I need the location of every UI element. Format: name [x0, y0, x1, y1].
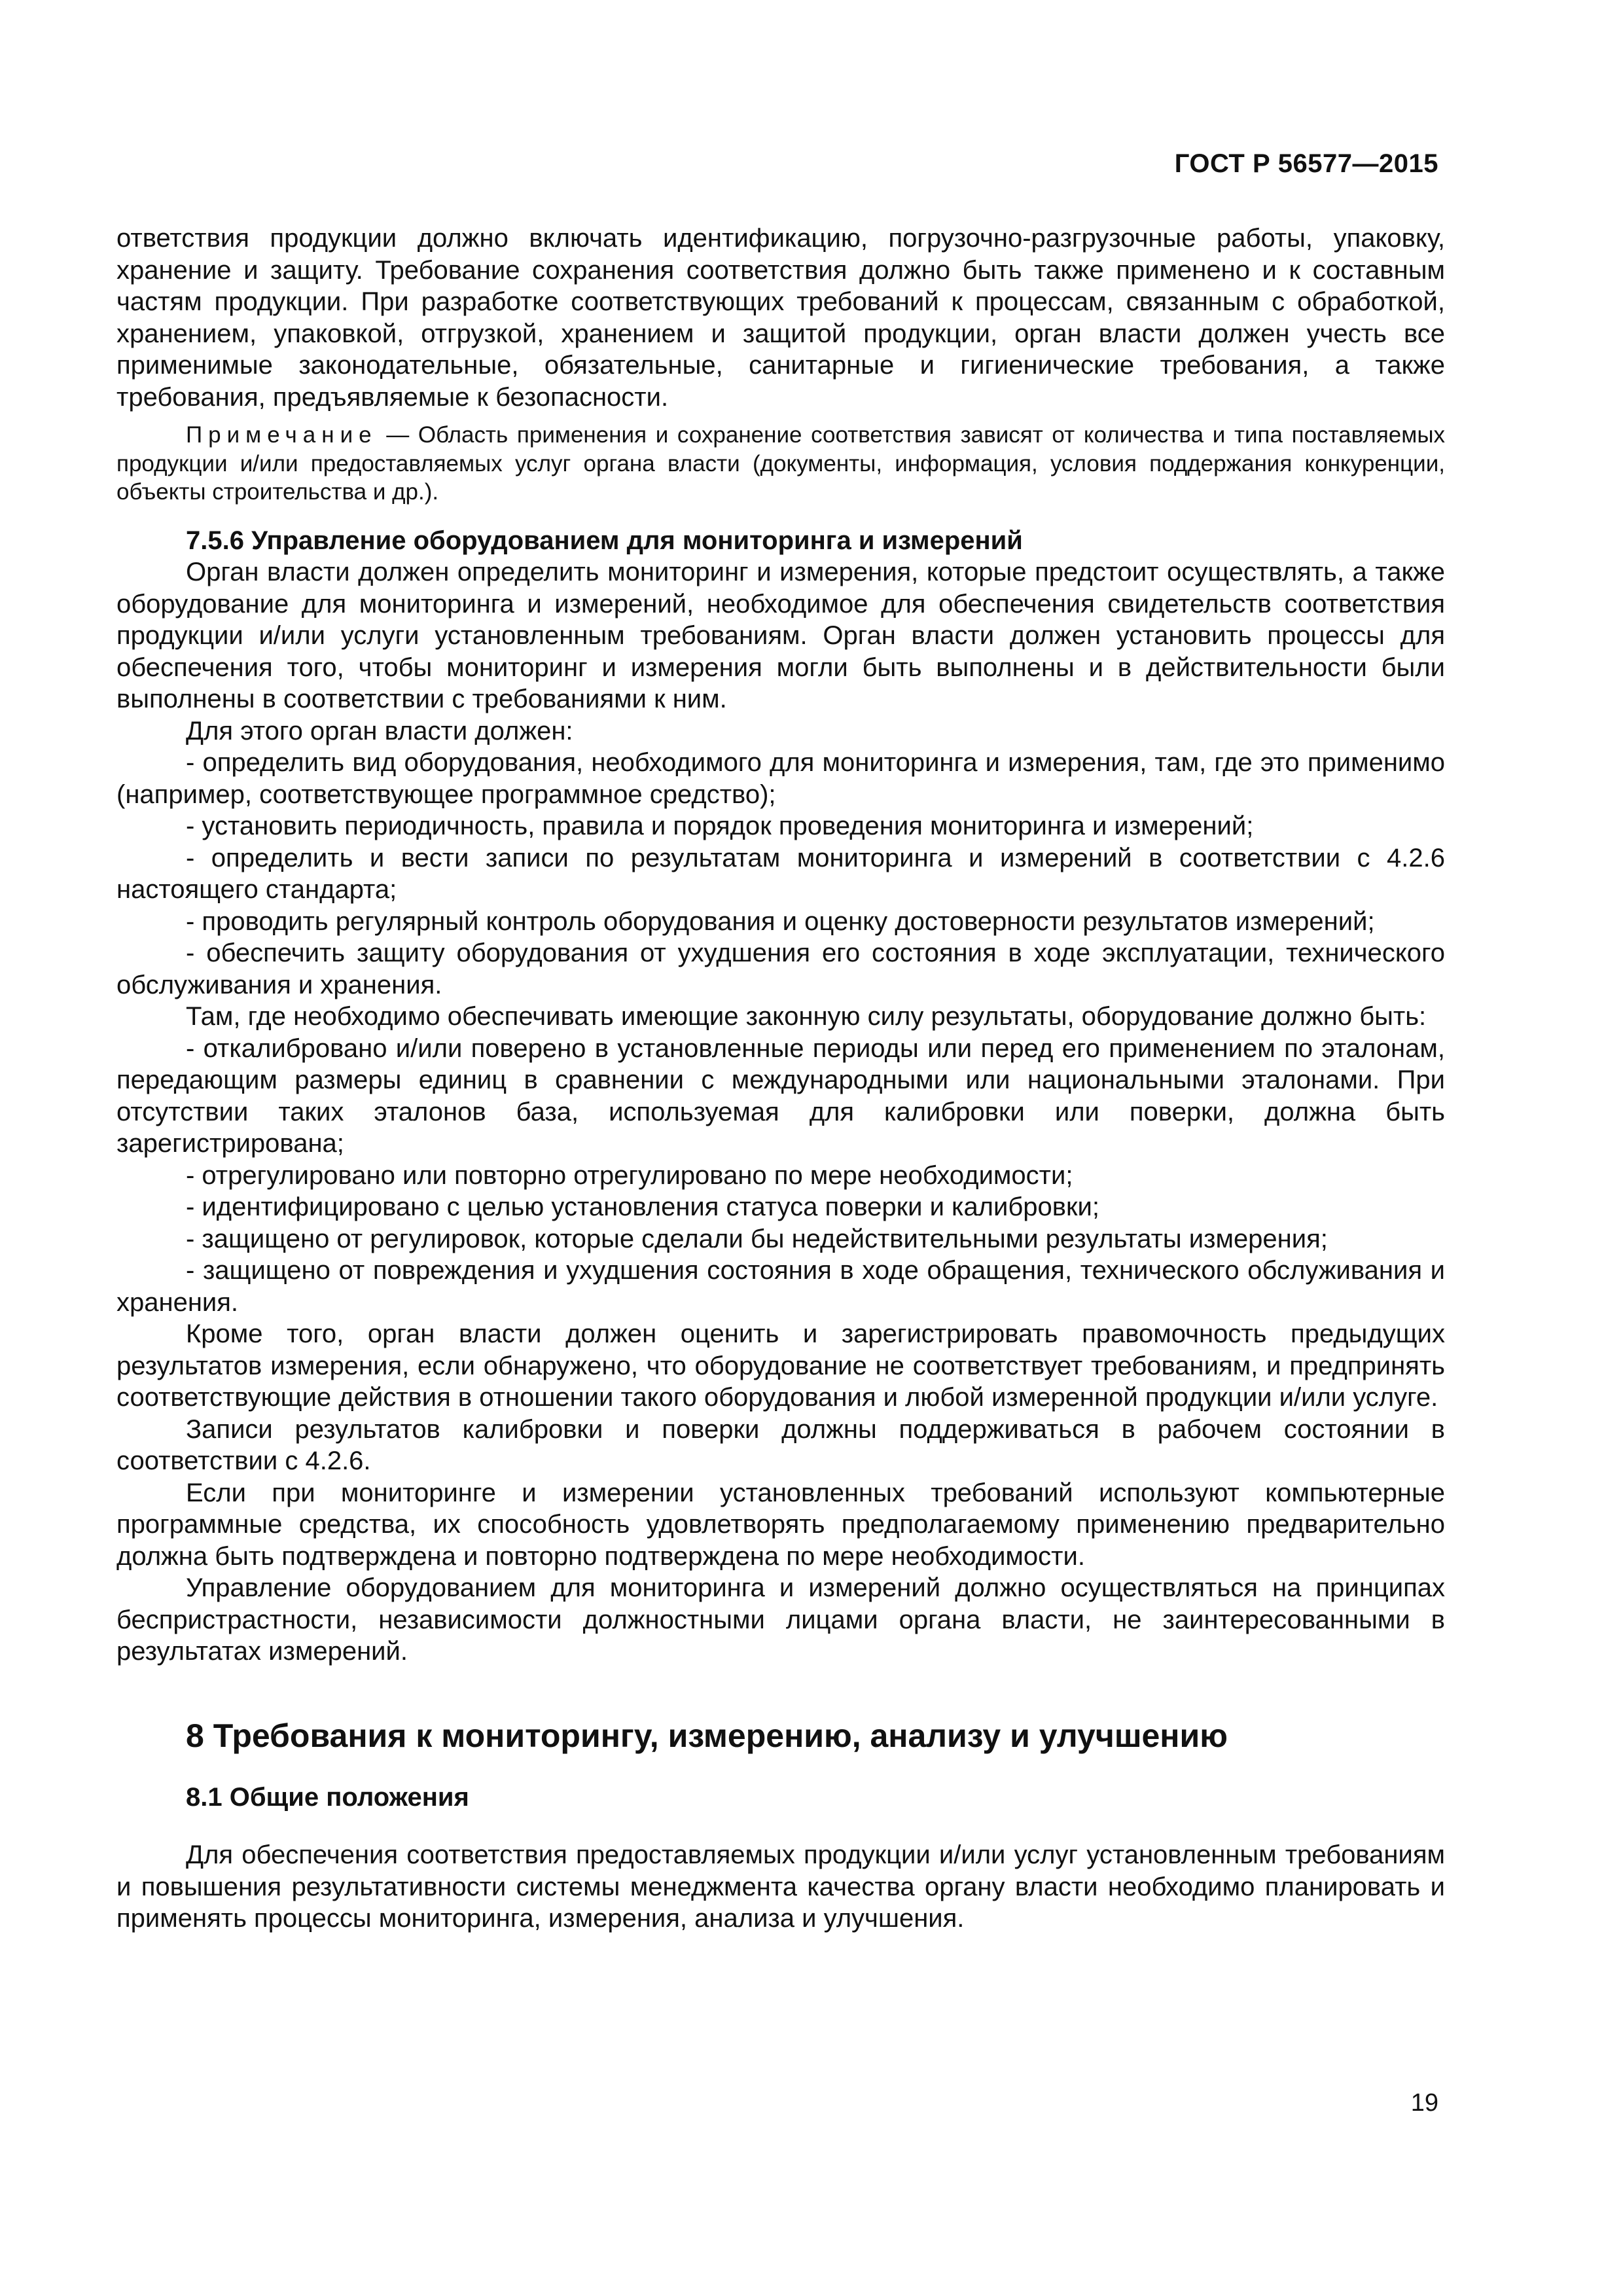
- list-item: - определить и вести записи по результатам мониторинга и измерений в соответствии с 4.2.6 настоящего стандарта;: [116, 843, 1445, 904]
- paragraph-intro: ответствия продукции должно включать идентификацию, погрузочно-разгрузочные работы, упаковку, хранение и защиту. Требование сохранения соответствия должно быть также применено и к составным частям продукции. При разработке соответствующих требований к процессам, связанным с обработкой, хранением, упаковкой, отгрузкой, хранением и защитой продукции, орган власти должен учесть все применимые законодательные, обязательные, санитарные и гигиенические требования, а также требования, предъявляемые к безопасности.: [116, 224, 1445, 412]
- paragraph-7-5-6-5: Записи результатов калибровки и поверки должны поддерживаться в рабочем состоянии в соответствии с 4.2.6.: [116, 1414, 1445, 1475]
- list-item: - установить периодичность, правила и порядок проведения мониторинга и измерений;: [186, 812, 1254, 840]
- paragraph-7-5-6-4: Кроме того, орган власти должен оценить и зарегистрировать правомочность предыдущих результатов измерения, если обнаружено, что оборудование не соответствует требованиям, и предпринять соответствующие действия в отношении такого оборудования и любой измеренной продукции и/или услуге.: [116, 1319, 1445, 1412]
- list-item: - защищено от регулировок, которые сделали бы недействительными результаты измерения;: [186, 1224, 1328, 1253]
- section-8-title: 8 Требования к мониторингу, измерению, анализу и улучшению: [186, 1717, 1228, 1754]
- list-item: - проводить регулярный контроль оборудования и оценку достоверности результатов измерений;: [186, 906, 1375, 936]
- note-paragraph: [116, 421, 1445, 507]
- list-item: - откалибровано и/или поверено в установленные периоды или перед его применением по эталонам, передающим размеры единиц в сравнении с международными или национальными эталонами. При отсутствии таких эталонов база, используемая для калибровки или поверки, должна быть зарегистрирована;: [116, 1033, 1445, 1158]
- paragraph-7-5-6-3: Там, где необходимо обеспечивать имеющие законную силу результаты, оборудование должно быть:: [186, 1002, 1427, 1031]
- document-header-number: ГОСТ Р 56577—2015: [1174, 149, 1438, 178]
- paragraph-7-5-6-6: Если при мониторинге и измерении установленных требований используют компьютерные программные средства, их способность удовлетворять предполагаемому применению предварительно должна быть подтверждена и повторно подтверждена по мере необходимости.: [116, 1478, 1445, 1571]
- subsection-7-5-6-title: 7.5.6 Управление оборудованием для мониторинга и измерений: [186, 526, 1023, 555]
- page-number: 19: [1410, 2089, 1438, 2117]
- document-body: [116, 223, 1445, 1935]
- subsection-8-1-title: 8.1 Общие положения: [186, 1782, 469, 1812]
- paragraph-7-5-6-1: Орган власти должен определить мониторинг и измерения, которые предстоит осуществлять, а также оборудование для мониторинга и измерений, необходимое для обеспечения свидетельств соответствия продукции и/или услуги установленным требованиям. Орган власти должен установить процессы для обеспечения того, чтобы мониторинг и измерения могли быть выполнены и в действительности были выполнены в соответствии с требованиями к ним.: [116, 558, 1445, 713]
- note-text: — Область применения и сохранение соответствия зависят от количества и типа поставляемых продукции и/или предоставляемых услуг органа власти (документы, информация, условия поддержания конкуренции, объекты строительства и др.).: [116, 422, 1445, 505]
- paragraph-7-5-6-2: Для этого орган власти должен:: [186, 716, 573, 745]
- list-item: - обеспечить защиту оборудования от ухудшения его состояния в ходе эксплуатации, технического обслуживания и хранения.: [116, 939, 1445, 999]
- list-item: - определить вид оборудования, необходимого для мониторинга и измерения, там, где это применимо (например, соответствующее программное средство);: [116, 748, 1445, 809]
- paragraph-8-1: Для обеспечения соответствия предоставляемых продукции и/или услуг установленным требованиям и повышения результативности системы менеджмента качества органу власти необходимо планировать и применять процессы мониторинга, измерения, анализа и улучшения.: [116, 1840, 1445, 1933]
- list-item: - защищено от повреждения и ухудшения состояния в ходе обращения, технического обслуживания и хранения.: [116, 1256, 1445, 1317]
- list-item: - отрегулировано или повторно отрегулировано по мере необходимости;: [186, 1160, 1073, 1190]
- paragraph-7-5-6-7: Управление оборудованием для мониторинга и измерений должно осуществляться на принципах беспристрастности, независимости должностными лицами органа власти, не заинтересованными в результатах измерений.: [116, 1573, 1445, 1666]
- list-item: - идентифицировано с целью установления статуса поверки и калибровки;: [186, 1193, 1099, 1221]
- note-label: Примечание: [186, 422, 378, 448]
